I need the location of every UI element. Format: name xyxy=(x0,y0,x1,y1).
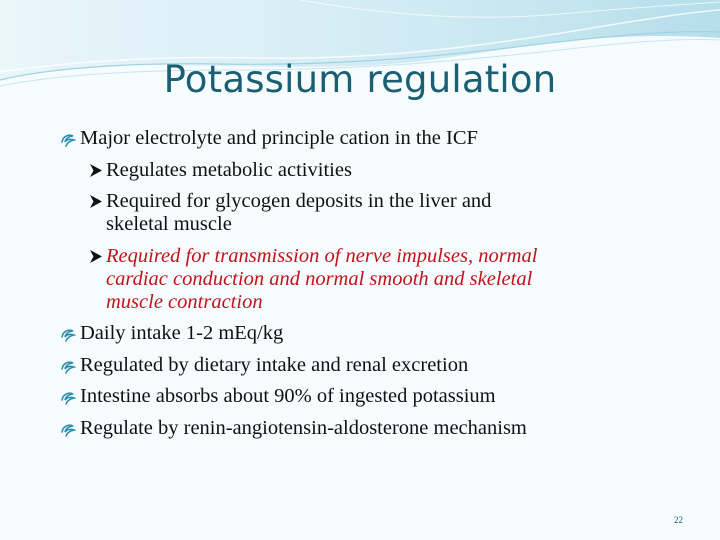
sub-bullet-item xyxy=(60,190,700,236)
arrowhead-bullet-icon xyxy=(89,163,103,178)
bullet-text: Daily intake 1-2 mEq/kg xyxy=(80,322,284,344)
bullet-list xyxy=(60,127,700,448)
bullet-text: Intestine absorbs about 90% of ingested potassium xyxy=(80,385,496,407)
swirl-bullet-icon xyxy=(60,358,76,374)
bullet-text: Regulate by renin-angiotensin-aldosterone mechanism xyxy=(80,416,527,439)
bullet-text: Regulated by dietary intake and renal excretion xyxy=(80,353,469,376)
sub-bullet-item xyxy=(60,159,700,182)
sub-bullet-text-line: cardiac conduction and normal smooth and skeletal xyxy=(106,267,533,290)
slide-title: Potassium regulation xyxy=(163,58,557,101)
sub-bullet-text: Regulates metabolic activities xyxy=(106,158,352,181)
page-number: 22 xyxy=(674,515,683,525)
sub-bullet-text-line: muscle contraction xyxy=(106,290,263,313)
bullet-item xyxy=(60,385,700,408)
bullet-item xyxy=(60,354,700,377)
swirl-bullet-icon xyxy=(60,326,76,342)
bullet-text: Major electrolyte and principle cation in the ICF xyxy=(80,127,478,149)
swirl-bullet-icon xyxy=(60,131,76,147)
arrowhead-bullet-icon xyxy=(89,249,103,264)
sub-bullet-text-line: skeletal muscle xyxy=(106,213,232,235)
bullet-item xyxy=(60,417,700,440)
sub-bullet-text-line: Required for transmission of nerve impulses, normal xyxy=(106,244,538,267)
swirl-bullet-icon xyxy=(60,389,76,405)
swirl-bullet-icon xyxy=(60,421,76,437)
arrowhead-bullet-icon xyxy=(89,194,103,209)
sub-bullet-text-line: Required for glycogen deposits in the liver and xyxy=(106,190,492,212)
highlighted-sub-bullet-item xyxy=(60,245,700,314)
bullet-item xyxy=(60,322,700,345)
bullet-item xyxy=(60,127,700,150)
